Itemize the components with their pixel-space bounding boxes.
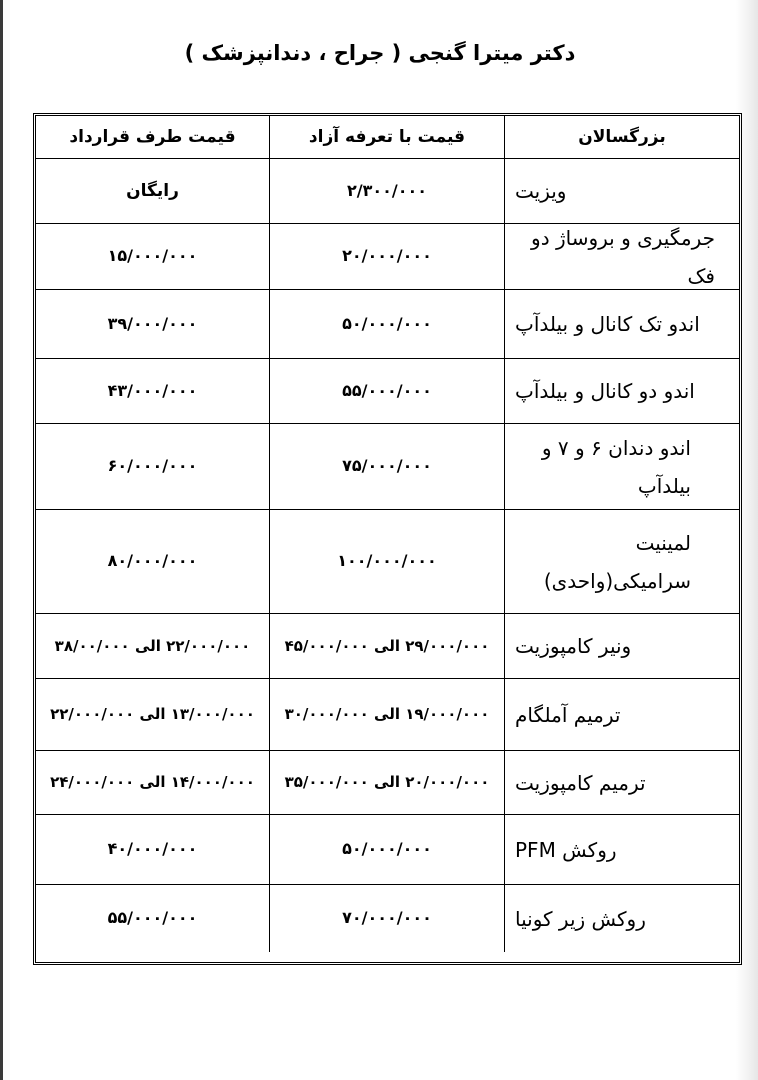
- contract-price-cell: ۵۵/۰۰۰/۰۰۰: [36, 885, 270, 952]
- free-price-cell: ۲۰/۰۰۰/۰۰۰: [270, 224, 505, 290]
- service-cell: ویزیت: [505, 159, 739, 224]
- free-price-cell: ۵۰/۰۰۰/۰۰۰: [270, 815, 505, 885]
- free-price-cell: ۱۹/۰۰۰/۰۰۰ الی ۳۰/۰۰۰/۰۰۰: [270, 679, 505, 751]
- free-price-cell: ۵۰/۰۰۰/۰۰۰: [270, 290, 505, 359]
- service-cell: جرمگیری و بروساژ دو فک: [505, 224, 739, 290]
- contract-price-cell: ۱۳/۰۰۰/۰۰۰ الی ۲۲/۰۰۰/۰۰۰: [36, 679, 270, 751]
- free-price-cell: ۵۵/۰۰۰/۰۰۰: [270, 359, 505, 424]
- service-cell: ترمیم آملگام: [505, 679, 739, 751]
- free-price-cell: ۲۰/۰۰۰/۰۰۰ الی ۳۵/۰۰۰/۰۰۰: [270, 751, 505, 815]
- free-price-cell: ۱۰۰/۰۰۰/۰۰۰: [270, 510, 505, 614]
- contract-price-cell: ۸۰/۰۰۰/۰۰۰: [36, 510, 270, 614]
- header-service: بزرگسالان: [505, 116, 739, 159]
- free-price-cell: ۷۰/۰۰۰/۰۰۰: [270, 885, 505, 952]
- service-cell: اندو تک کانال و بیلدآپ: [505, 290, 739, 359]
- page-title: دکتر میترا گنجی ( جراح ، دندانپزشک ): [184, 41, 576, 65]
- contract-price-cell: ۱۵/۰۰۰/۰۰۰: [36, 224, 270, 290]
- service-cell: اندو دندان ۶ و ۷ و بیلدآپ: [505, 424, 739, 510]
- service-cell: ترمیم کامپوزیت: [505, 751, 739, 815]
- contract-price-cell: ۳۹/۰۰۰/۰۰۰: [36, 290, 270, 359]
- contract-price-cell: ۴۰/۰۰۰/۰۰۰: [36, 815, 270, 885]
- service-cell: روکش زیر کونیا: [515, 906, 646, 931]
- contract-price-cell: ۱۴/۰۰۰/۰۰۰ الی ۲۴/۰۰۰/۰۰۰: [36, 751, 270, 815]
- service-cell: لمینیت سرامیکی(واحدی): [505, 510, 739, 614]
- service-cell: اندو دو کانال و بیلدآپ: [505, 359, 739, 424]
- header-free-price: قیمت با تعرفه آزاد: [270, 116, 505, 159]
- contract-price-cell: رایگان: [36, 159, 270, 224]
- contract-price-cell: ۲۲/۰۰۰/۰۰۰ الی ۳۸/۰۰/۰۰۰: [36, 614, 270, 679]
- free-price-cell: ۲/۳۰۰/۰۰۰: [270, 159, 505, 224]
- free-price-cell: ۲۹/۰۰۰/۰۰۰ الی ۴۵/۰۰۰/۰۰۰: [270, 614, 505, 679]
- price-table: [33, 113, 742, 965]
- contract-price-cell: ۴۳/۰۰۰/۰۰۰: [36, 359, 270, 424]
- service-cell: ونیر کامپوزیت: [505, 614, 739, 679]
- contract-price-cell: ۶۰/۰۰۰/۰۰۰: [36, 424, 270, 510]
- page-left-edge: [0, 0, 3, 1080]
- header-contract-price: قیمت طرف قرارداد: [36, 116, 270, 159]
- service-cell: روکش PFM: [505, 815, 739, 885]
- free-price-cell: ۷۵/۰۰۰/۰۰۰: [270, 424, 505, 510]
